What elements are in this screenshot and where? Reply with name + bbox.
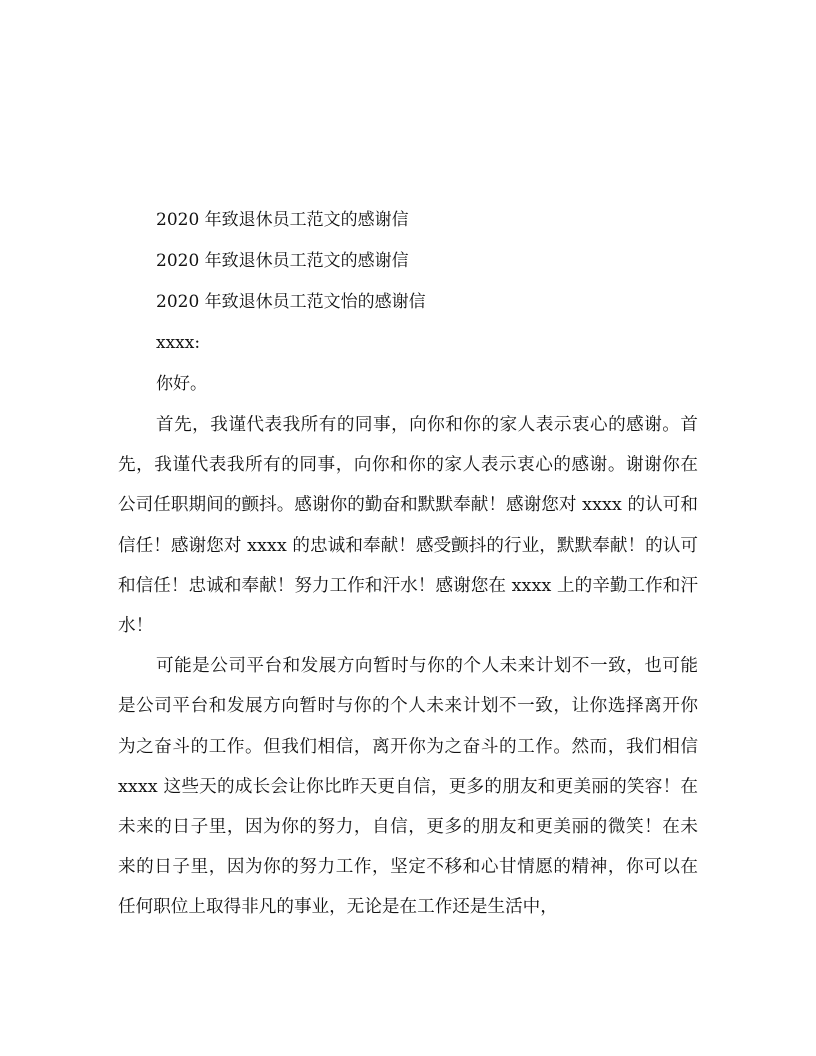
- paragraph-2: 可能是公司平台和发展方向暂时与你的个人未来计划不一致，也可能是公司平台和发展方向暂时与你的个人未来计划不一致，让你选择离开你为之奋斗的工作。但我们相信，离开你为之奋斗的工作。然而，我们相信 xxxx 这些天的成长会让你比昨天更自信，更多的朋友和更美丽的笑容！在未来的日子里，因为你的努力，自信，更多的朋友和更美丽的微笑！在未来的日子里，因为你的努力工作，坚定不移和心甘情愿的精神，你可以在任何职位上取得非凡的事业，无论是在工作还是生活中，: [118, 656, 698, 918]
- greeting: 你好。: [156, 374, 207, 394]
- document-body: [118, 200, 698, 928]
- title-line-3: 2020 年致退休员工范文怡的感谢信: [156, 292, 426, 312]
- title-line-2: 2020 年致退休员工范文的感谢信: [156, 251, 409, 271]
- salutation: xxxx:: [156, 333, 201, 353]
- title-line-1: 2020 年致退休员工范文的感谢信: [156, 210, 409, 230]
- paragraph-1: 首先，我谨代表我所有的同事，向你和你的家人表示衷心的感谢。首先，我谨代表我所有的同事，向你和你的家人表示衷心的感谢。谢谢你在公司任职期间的颤抖。感谢你的勤奋和默默奉献！感谢您对 xxxx 的认可和信任！感谢您对 xxxx 的忠诚和奉献！感受颤抖的行业，默默奉献！的认可和信任！忠诚和奉献！努力工作和汗水！感谢您在 xxxx 上的辛勤工作和汗水！: [118, 415, 698, 637]
